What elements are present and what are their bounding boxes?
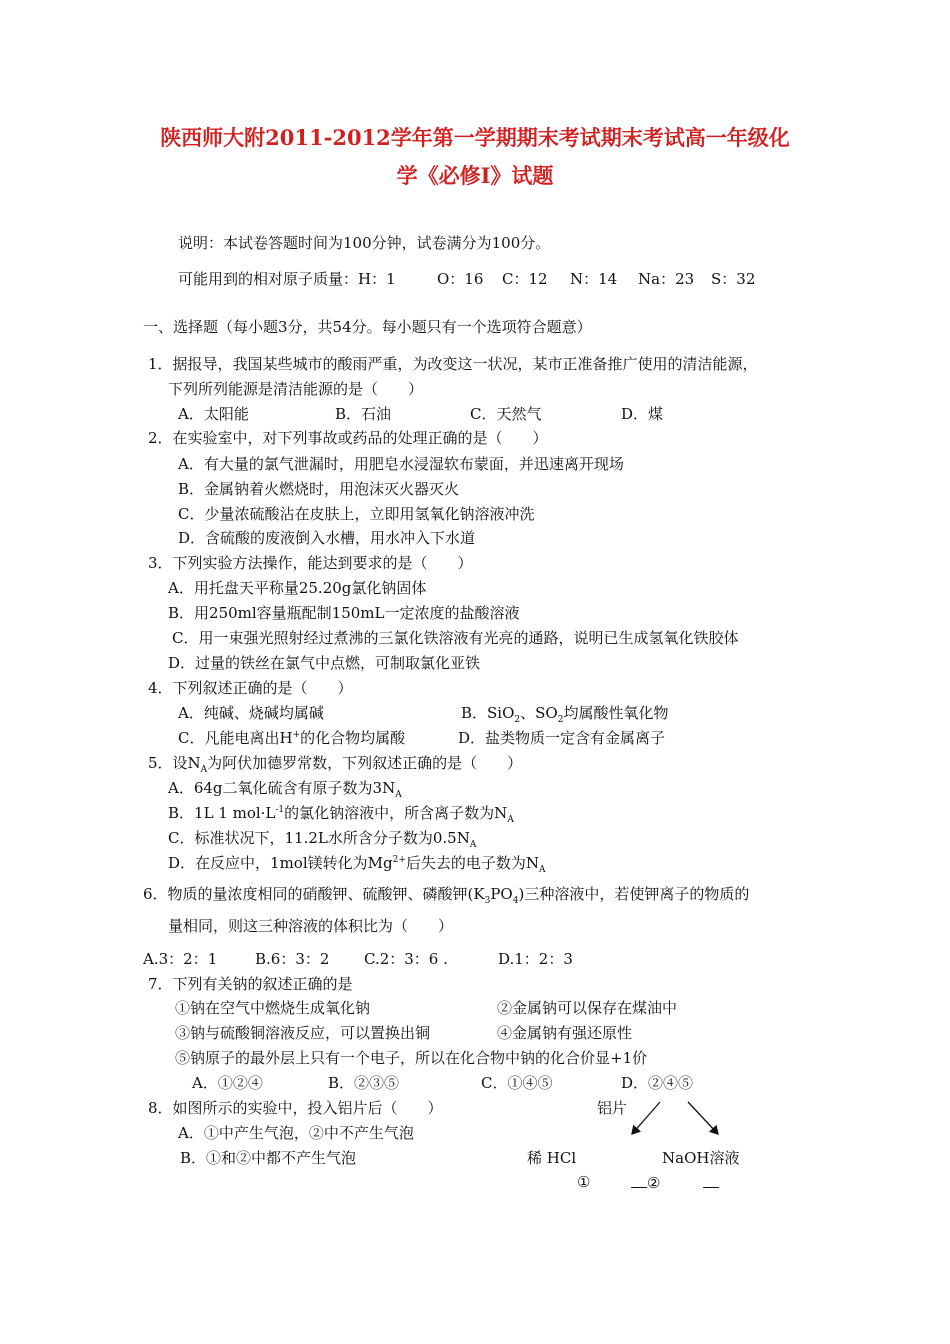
arrow-right [688, 1102, 718, 1134]
statement-1: ①钠在空气中燃烧生成氧化钠 [175, 999, 371, 1017]
option-b: B．①和②中都不产生气泡 [180, 1149, 357, 1167]
beaker-1-label: ① [577, 1173, 591, 1191]
option-c: C.2：3：6 . [364, 950, 448, 968]
option-d: D．在反应中，1mol镁转化为$Mg^{2+}$后失去的电子数为$N_A$ [168, 854, 546, 875]
beaker-2-line [703, 1175, 719, 1191]
option-b: B.6：3：2 [255, 950, 330, 968]
option-b: B．金属钠着火燃烧时，用泡沫灭火器灭火 [178, 480, 460, 498]
question-stem: 5．设$N_A$为阿伏加德罗常数，下列叙述正确的是（ ） [148, 754, 523, 775]
option-b: B．1L 1 $mol\cdot L^{-1}$的氯化钠溶液中，所含离子数为$N_A$ [168, 804, 514, 825]
option-a: A．太阳能 [178, 405, 249, 423]
question-stem: 1．据报导，我国某些城市的酸雨严重，为改变这一状况，某市正准备推广使用的清洁能源， [148, 355, 758, 373]
option-d: D．盐类物质一定含有金属离子 [458, 729, 666, 747]
question-stem: 3．下列实验方法操作，能达到要求的是（ ） [148, 554, 473, 572]
question-stem: 量相同，则这三种溶液的体积比为（ ） [168, 917, 454, 935]
title-line-1: 陕西师大附2011-2012学年第一学期期末考试期末考试高一年级化 [160, 125, 790, 150]
question-stem: 6．物质的量浓度相同的硝酸钾、硫酸钾、磷酸钾$(K_3PO_4)$三种溶液中，若使钾离子的物质的 [143, 885, 750, 906]
option-b: B．②③⑤ [328, 1074, 400, 1092]
atomic-mass-n: N：14 [570, 270, 618, 288]
option-a: A．用托盘天平称量25.20g氯化钠固体 [168, 579, 427, 597]
naoh-label: NaOH溶液 [662, 1149, 740, 1167]
option-c: C．少量浓硫酸沾在皮肤上，立即用氢氧化钠溶液冲洗 [178, 505, 535, 523]
option-d: D.1：2：3 [498, 950, 573, 968]
question-stem: 4．下列叙述正确的是（ ） [148, 679, 353, 697]
option-d: D．含硫酸的废液倒入水槽，用水冲入下水道 [178, 529, 476, 547]
option-a: A．有大量的氯气泄漏时，用肥皂水浸湿软布蒙面，并迅速离开现场 [178, 455, 624, 473]
option-c: C．用一束强光照射经过煮沸的三氯化铁溶液有光亮的通路，说明已生成氢氧化铁胶体 [172, 629, 739, 647]
atomic-mass-h: 可能用到的相对原子质量：H：1 [178, 270, 396, 288]
option-c: C．天然气 [470, 405, 542, 423]
statement-2: ②金属钠可以保存在煤油中 [497, 999, 678, 1017]
option-d: D．煤 [621, 405, 664, 423]
option-a: A．64g二氧化硫含有原子数为$3N_A$ [168, 779, 402, 800]
beaker-2-label: ② [631, 1175, 660, 1191]
option-b: B．用250ml容量瓶配制150mL一定浓度的盐酸溶液 [168, 604, 520, 622]
beaker-1-line [631, 1175, 647, 1188]
atomic-mass-na: Na：23 [638, 270, 695, 288]
question-stem: 8．如图所示的实验中，投入铝片后（ ） [148, 1099, 443, 1117]
option-c: C．①④⑤ [481, 1074, 553, 1092]
hcl-label: 稀 HCl [527, 1149, 577, 1167]
aluminum-label: 铝片 [597, 1099, 628, 1117]
option-d: D．过量的铁丝在氯气中点燃，可制取氯化亚铁 [168, 654, 481, 672]
option-d: D．②④⑤ [621, 1074, 694, 1092]
option-a: A．①②④ [192, 1074, 263, 1092]
arrow-left [632, 1102, 660, 1134]
exam-note: 说明：本试卷答题时间为100分钟，试卷满分为100分。 [178, 234, 551, 252]
title-line-2: 学《必修Ⅰ》试题 [396, 163, 554, 188]
question-stem: 2．在实验室中，对下列事故或药品的处理正确的是（ ） [148, 429, 548, 447]
atomic-mass-c: C：12 [502, 270, 548, 288]
section-heading: 一、选择题（每小题3分，共54分。每小题只有一个选项符合题意） [143, 318, 592, 336]
statement-3: ③钠与硫酸铜溶液反应，可以置换出铜 [175, 1024, 431, 1042]
option-a: A．①中产生气泡，②中不产生气泡 [178, 1124, 414, 1142]
atomic-mass-s: S：32 [711, 270, 756, 288]
arrows-figure [620, 1098, 730, 1140]
statement-5: ⑤钠原子的最外层上只有一个电子，所以在化合物中钠的化合价显+1价 [175, 1049, 648, 1067]
option-a: A.3：2：1 [143, 950, 218, 968]
question-stem: 下列所列能源是清洁能源的是（ ） [168, 380, 424, 398]
option-c: C．标准状况下，11.2L水所含分子数为$0.5N_A$ [168, 829, 477, 850]
statement-4: ④金属钠有强还原性 [497, 1024, 633, 1042]
option-a: A．纯碱、烧碱均属碱 [178, 704, 324, 722]
option-c: C．凡能电离出H+的化合物均属酸 [178, 729, 406, 747]
atomic-mass-o: O：16 [437, 270, 484, 288]
option-b: B．SiO$_2$、$SO_2$均属酸性氧化物 [461, 704, 669, 725]
question-stem: 7．下列有关钠的叙述正确的是 [148, 975, 353, 993]
option-b: B．石油 [335, 405, 392, 423]
